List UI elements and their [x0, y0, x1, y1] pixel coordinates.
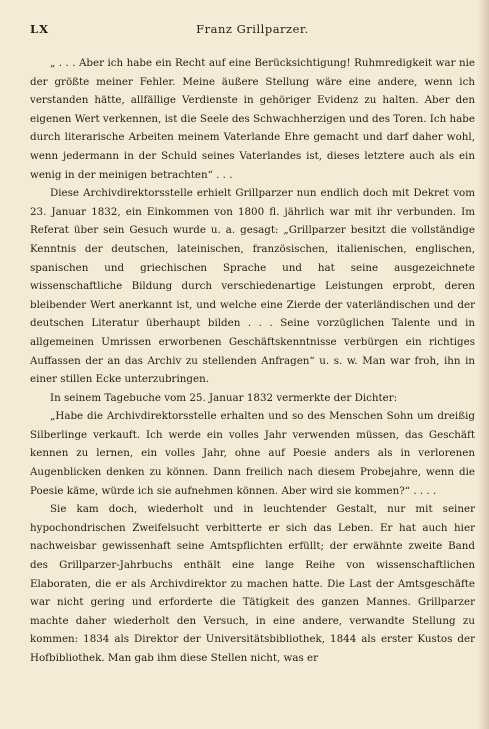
- paragraph-quote-letter: „ . . . Aber ich habe ein Recht auf eine Berücksichtigung! Ruhmredigkeit war nie der größte meiner Fehler. Meine äußere Stellung wäre eine andere, wenn ich verstanden hätte, allfällige Verdienste in gehöriger Evidenz zu halten. Aber den eigenen Wert verkennen, ist die Seele des Schwachherzigen und des Toren. Ich habe durch literarische Arbeiten meinem Vaterlande Ehre gemacht und darf daher wohl, wenn jedermann in der Schuld seines Vaterlandes ist, dieses letztere auch als ein wenig in der meinigen betrachten“ . . .: [30, 57, 475, 181]
- page-number: LX: [30, 22, 50, 36]
- body-text: [30, 54, 475, 668]
- paragraph-diary-quote: „Habe die Archivdirektorsstelle erhalten und so des Menschen Sohn um dreißig Silberlinge verkauft. Ich werde ein volles Jahr verwenden müssen, das Geschäft kennen zu lernen, ein volles Jahr, ohne auf Poesie anders als in verlorenen Augenblicken denken zu können. Dann freilich nach diesem Probejahre, wenn die Poesie käme, würde ich sie aufnehmen können. Aber wird sie kommen?“ . . . .: [30, 410, 475, 497]
- paragraph-diary-intro: In seinem Tagebuche vom 25. Januar 1832 vermerkte der Dichter:: [50, 391, 398, 404]
- running-title: Franz Grillparzer.: [196, 22, 309, 36]
- paragraph-archive-director: Diese Archivdirektorsstelle erhielt Grillparzer nun endlich doch mit Dekret vom 23. Januar 1832, ein Einkommen von 1800 fl. jährlich war mit ihr verbunden. Im Referat über sein Gesuch wurde u. a. gesagt: „Grillparzer besitzt die vollständige Kenntnis der deutschen, lateinischen, französischen, italienischen, englischen, spanischen und griechischen Sprache und hat seine ausgezeichnete wissenschaftliche Bildung durch verschiedenartige Leistungen erprobt, deren bleibender Wert anerkannt ist, und welche eine Zierde der vaterländischen und der deutschen Literatur überhaupt bilden . . . Seine vorzüglichen Talente und in allgemeinen Umrissen erworbenen Geschäftskenntnisse verbürgen ein richtiges Auffassen der an das Archiv zu stellenden Anfragen“ u. s. w. Man war froh, ihn in einer stillen Ecke unterzubringen.: [30, 187, 475, 386]
- page-header: [30, 22, 475, 40]
- paragraph-official-duties: Sie kam doch, wiederholt und in leuchtender Gestalt, nur mit seiner hypochondrischen Zweifelsucht verbitterte er sich das Leben. Er hat auch hier nachweisbar gewissenhaft seine Amtspflichten erfüllt; der erwähnte zweite Band des Grillparzer-Jahrbuchs enthält eine lange Reihe von wissenschaftlichen Elaboraten, die er als Archivdirektor zu machen hatte. Die Last der Amtsgeschäfte war nicht gering und erforderte die Tätigkeit des ganzen Mannes. Grillparzer machte daher wiederholt den Versuch, in eine andere, verwandte Stellung zu kommen: 1834 als Direktor der Universitätsbibliothek, 1844 als erster Kustos der Hofbibliothek. Man gab ihm diese Stellen nicht, was er: [30, 503, 475, 664]
